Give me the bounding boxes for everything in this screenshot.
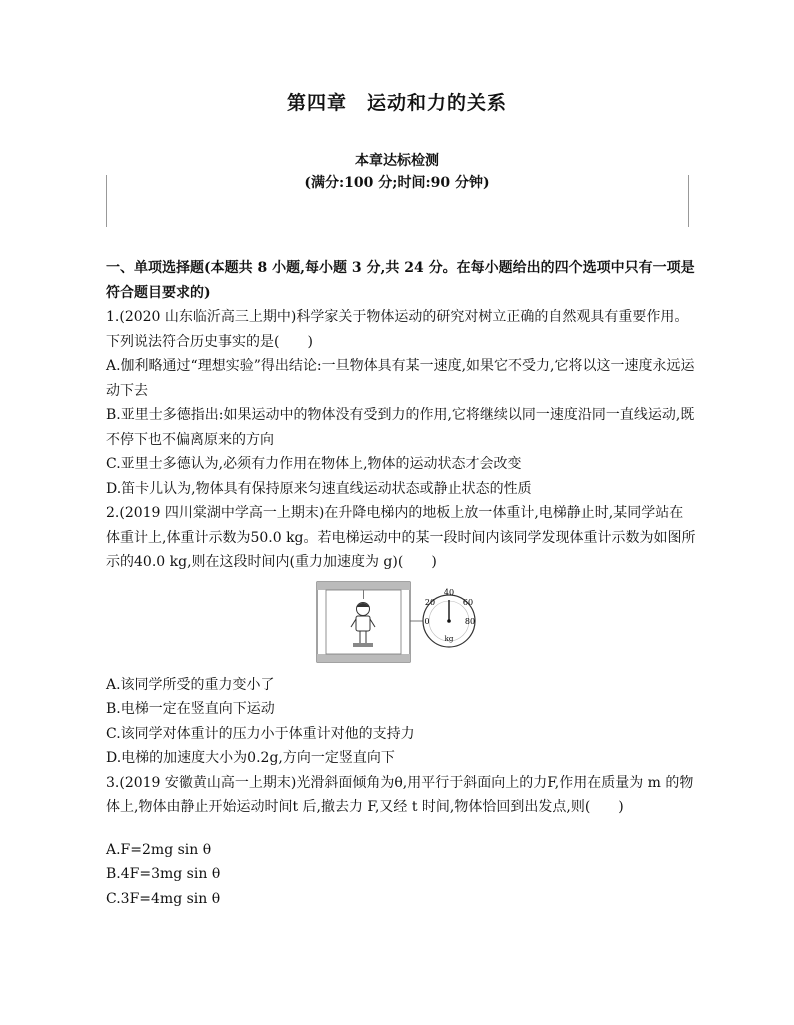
q3-option-c: C.3F=4mg sin θ: [106, 890, 221, 907]
q2-stem: 2.(2019 四川棠湖中学高一上期末)在升降电梯内的地板上放一体重计,电梯静止时,某同学站在体重计上,体重计示数为50.0 kg。若电梯运动中的某一段时间内该同学发现体重计示数为如图所示的40.0 kg,则在这段时间内(重力加速度为 g)( ): [106, 505, 696, 570]
student-body: [356, 616, 370, 631]
q2-option-d: D.电梯的加速度大小为0.2g,方向一定竖直向下: [106, 750, 395, 766]
dial-unit: kg: [444, 634, 454, 643]
dial-label-0: 0: [424, 616, 430, 626]
left-rule: [106, 175, 107, 227]
q1-stem: 1.(2020 山东临沂高三上期中)科学家关于物体运动的研究对树立正确的自然观具有重要作用。下列说法符合历史事实的是( ): [106, 309, 689, 350]
q2-option-b: B.电梯一定在竖直向下运动: [106, 701, 275, 717]
q1-option-b: B.亚里士多德指出:如果运动中的物体没有受到力的作用,它将继续以同一速度沿同一直线运动,既不停下也不偏离原来的方向: [106, 407, 695, 448]
q1-option-d: D.笛卡儿认为,物体具有保持原来匀速直线运动状态或静止状态的性质: [106, 480, 532, 497]
q2-option-a: A.该同学所受的重力变小了: [106, 676, 275, 693]
part1-heading: 一、单项选择题(本题共 8 小题,每小题 3 分,共 24 分。在每小题给出的四个选项中只有一项是符合题目要求的): [106, 260, 695, 301]
section-header: [0, 150, 794, 194]
question-list: [106, 256, 696, 911]
section-meta: (满分:100 分;时间:90 分钟): [304, 175, 490, 191]
q3-option-a: A.F=2mg sin θ: [106, 841, 212, 858]
dial-label-80: 80: [464, 616, 476, 626]
dial-pivot: [447, 619, 451, 623]
dial-label-20: 20: [424, 597, 436, 607]
dial-label-40: 40: [443, 587, 455, 597]
section-name: 本章达标检测: [355, 153, 439, 169]
right-rule: [688, 175, 689, 227]
spacer: [106, 820, 696, 838]
page-title: 第四章 运动和力的关系: [286, 92, 507, 114]
q3-stem: 3.(2019 安徽黄山高一上期末)光滑斜面倾角为θ,用平行于斜面向上的力F,作用在质量为 m 的物体上,物体由静止开始运动时间t 后,撤去力 F,又经 t 时间,物体恰回到出发点,则( ): [106, 774, 694, 815]
q3-option-b: B.4F=3mg sin θ: [106, 866, 221, 882]
q2-option-c: C.该同学对体重计的压力小于体重计对他的支持力: [106, 725, 415, 742]
q1-option-c: C.亚里士多德认为,必须有力作用在物体上,物体的运动状态才会改变: [106, 456, 522, 472]
elevator-ceiling: [317, 582, 410, 590]
q1-option-a: A.伽利略通过“理想实验”得出结论:一旦物体具有某一速度,如果它不受力,它将以这一速度永远运动下去: [106, 358, 695, 399]
bathroom-scale: [353, 643, 373, 647]
dial-label-60: 60: [462, 597, 474, 607]
elevator-floor: [317, 654, 410, 662]
elevator-scale-figure: [316, 581, 486, 665]
